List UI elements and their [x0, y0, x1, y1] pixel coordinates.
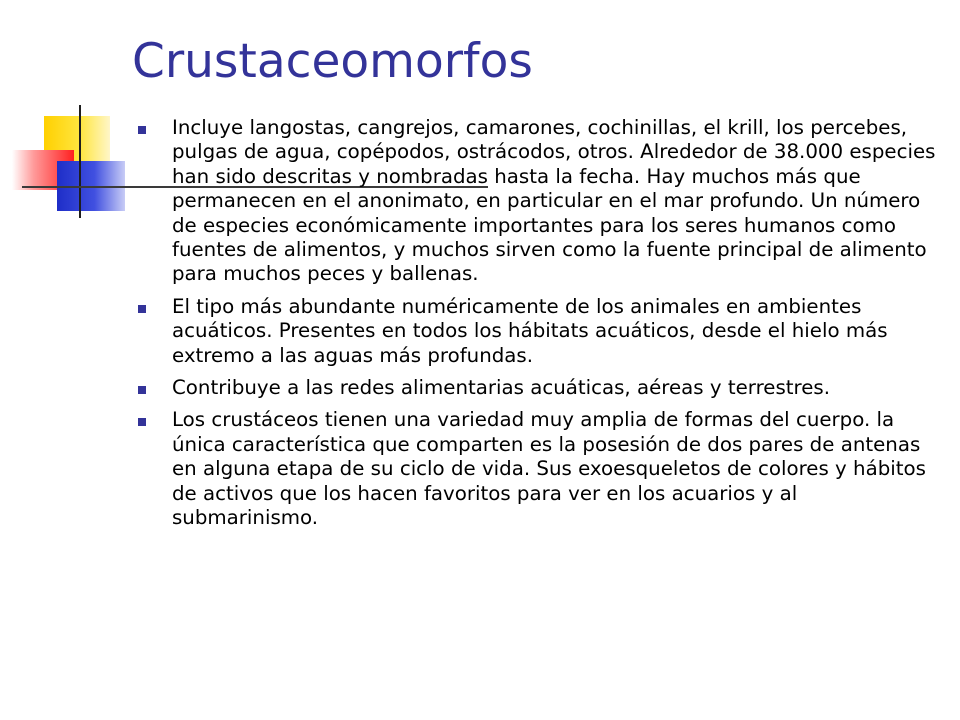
bullet-item — [138, 116, 938, 287]
decorative-corner-graphic — [0, 0, 140, 230]
bullet-text: Los crustáceos tienen una variedad muy amplia de formas del cuerpo. la única característica que comparten es la posesión de dos pares de antenas en alguna etapa de su ciclo de vida. Sus exoesqueletos de colores y hábitos de activos que los hacen favoritos para ver en los acuarios y al submarinismo. — [172, 408, 926, 530]
square-bullet-icon — [138, 305, 146, 313]
bullet-text: Contribuye a las redes alimentarias acuáticas, aéreas y terrestres. — [172, 376, 830, 400]
bullet-item — [138, 376, 938, 400]
bullet-list — [138, 116, 938, 539]
bullet-item — [138, 295, 938, 368]
slide-title: Crustaceomorfos — [132, 34, 533, 89]
bullet-text: El tipo más abundante numéricamente de los animales en ambientes acuáticos. Presentes en todos los hábitats acuáticos, desde el hielo más extremo a las aguas más profundas. — [172, 294, 888, 367]
bullet-text: Incluye langostas, cangrejos, camarones, cochinillas, el krill, los percebes, pulgas de agua, copépodos, ostrácodos, otros. Alrededor de 38.000 especies han sido descritas y nombradas hasta la fecha. Hay muchos más que permanecen en el anonimato, en particular en el mar profundo. Un número de especies económicamente importantes para los seres humanos como fuentes de alimentos, y muchos sirven como la fuente principal de alimento para muchos peces y ballenas. — [172, 116, 936, 286]
vertical-line-decoration — [79, 105, 81, 218]
bullet-item — [138, 408, 938, 530]
square-bullet-icon — [138, 386, 146, 394]
square-bullet-icon — [138, 418, 146, 426]
square-bullet-icon — [138, 126, 146, 134]
